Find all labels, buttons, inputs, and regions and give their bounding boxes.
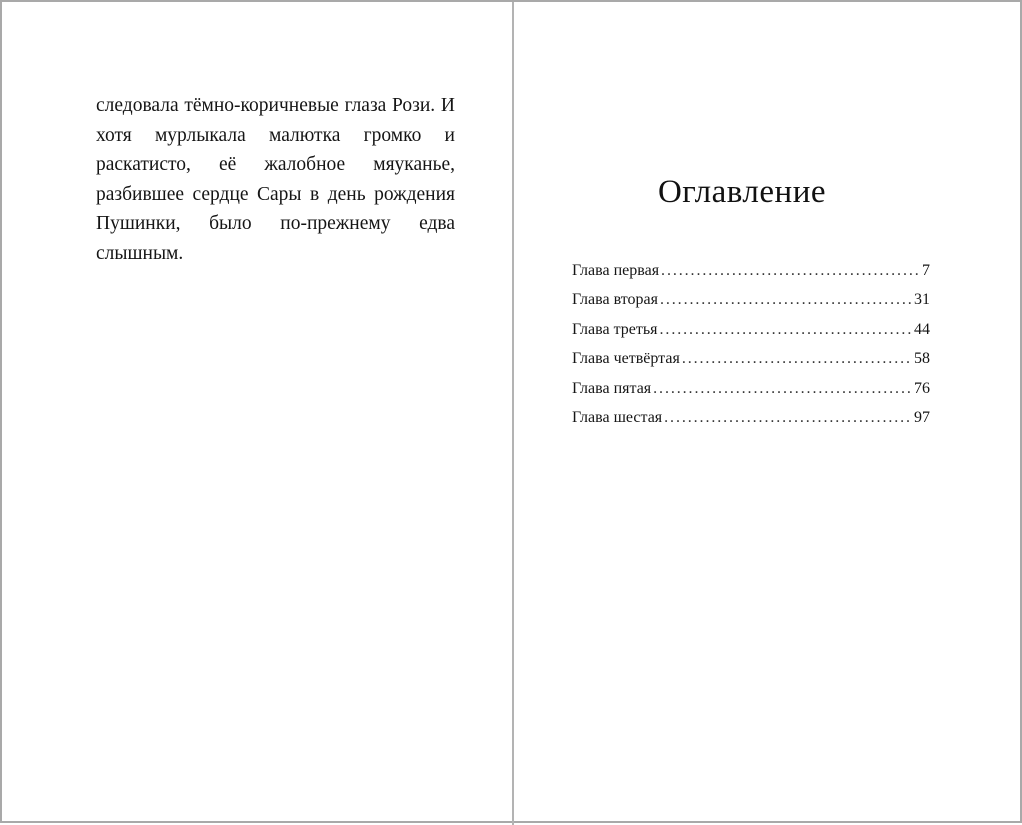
body-paragraph: следовала тёмно-коричневые глаза Рози. И хотя мурлыкала малютка громко и раскатисто, её жалобное мяуканье, разбившее сердце Сары в день рождения Пушинки, было по-прежнему едва слышным. — [96, 95, 455, 264]
left-page — [2, 2, 512, 825]
toc-dot-leader — [682, 344, 911, 373]
toc-title: Оглавление — [657, 174, 827, 210]
toc-entry-label: Глава вторая — [572, 291, 658, 309]
toc-dot-leader — [661, 256, 919, 285]
toc-entry-label: Глава третья — [572, 320, 658, 338]
toc-dot-leader — [653, 374, 911, 403]
right-page — [514, 2, 1022, 825]
toc-entry-label: Глава первая — [572, 262, 660, 279]
toc-entry-label: Глава четвёртая — [572, 350, 680, 368]
toc-entry[interactable] — [572, 374, 930, 403]
toc-entry[interactable] — [572, 403, 930, 432]
toc-entry[interactable] — [572, 256, 930, 285]
toc-dot-leader — [660, 315, 911, 344]
toc-entry-page: 76 — [914, 379, 930, 397]
toc-entry-page: 44 — [914, 320, 930, 338]
toc-dot-leader — [664, 403, 911, 432]
toc-entry-page: 7 — [922, 262, 930, 279]
toc-entry-page: 31 — [914, 291, 930, 309]
toc-entry[interactable] — [572, 315, 930, 344]
toc-entry[interactable] — [572, 344, 930, 373]
toc-entry-label: Глава шестая — [572, 408, 663, 426]
toc-entry-page: 97 — [914, 408, 930, 426]
toc-list — [572, 256, 930, 432]
toc-dot-leader — [660, 285, 911, 314]
toc-entry-page: 58 — [914, 350, 930, 368]
toc-entry[interactable] — [572, 285, 930, 314]
toc-entry-label: Глава пятая — [572, 379, 652, 397]
